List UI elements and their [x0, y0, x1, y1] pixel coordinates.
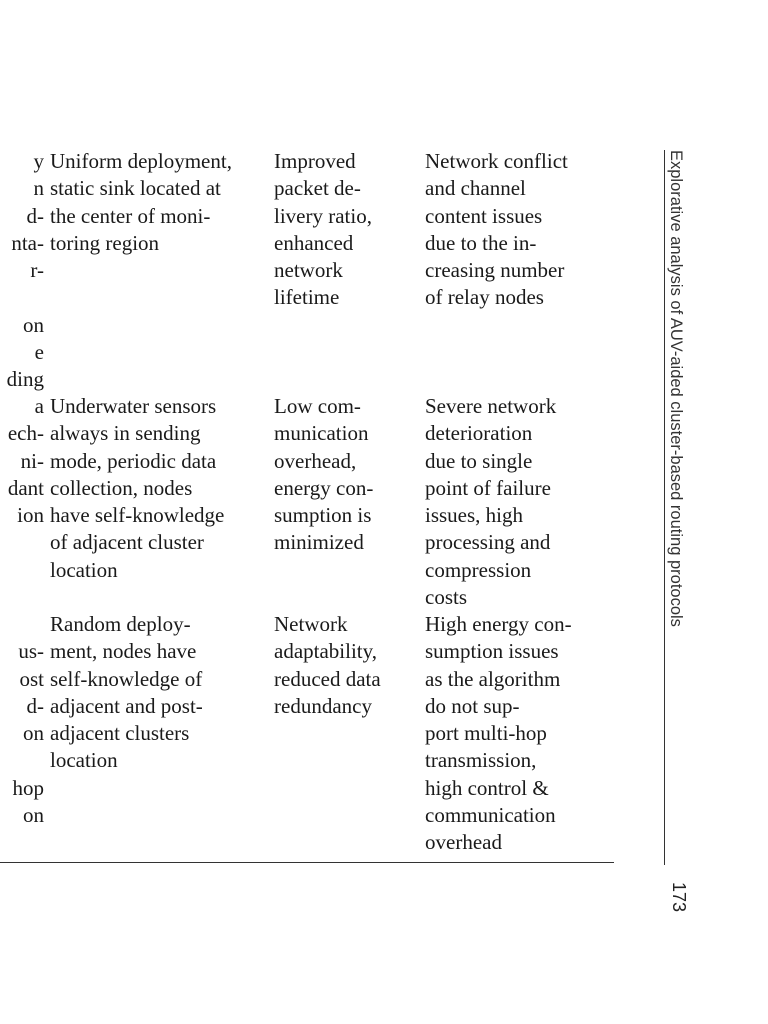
cell-line: collection, nodes [50, 475, 193, 500]
cell-line: and channel [425, 176, 526, 201]
cell-line: Uniform deployment, [50, 149, 232, 173]
cell-line: have self-knowledge [50, 503, 225, 528]
cell-line: adaptability, [274, 639, 378, 664]
cell-line: sumption is [274, 503, 372, 528]
cell-line: adjacent and post- [50, 693, 203, 718]
cell-line: sumption issues [425, 639, 559, 664]
cell-line: Random deploy- [50, 612, 191, 636]
fragment-line [0, 284, 44, 311]
fragment-line: nta- [11, 230, 44, 255]
left-column-fragment [0, 611, 44, 829]
cell-line: energy con- [274, 475, 374, 500]
fragment-line: ding [6, 367, 44, 392]
fragment-line [0, 611, 44, 638]
fragment-line: on [23, 803, 44, 828]
cell-line: packet de- [274, 176, 361, 201]
fragment-line: r- [30, 258, 44, 283]
cell-line: creasing number [425, 258, 565, 283]
cell-line: compression [425, 557, 532, 582]
cell-line: due to the in- [425, 230, 537, 255]
cell-line: Network [274, 612, 348, 636]
cell-line: point of failure [425, 475, 551, 500]
cell-line: Low com- [274, 394, 361, 418]
cell-line: location [50, 748, 118, 773]
deployment-cell [50, 393, 224, 584]
cell-line: deterioration [425, 421, 533, 446]
cell-line: the center of moni- [50, 203, 211, 228]
fragment-line: ost [19, 666, 44, 691]
cell-line: overhead, [274, 448, 357, 473]
cell-line: processing and [425, 530, 551, 555]
cell-line: always in sending [50, 421, 201, 446]
table-bottom-rule [0, 862, 614, 863]
left-column-fragment [0, 148, 44, 394]
cell-line: ment, nodes have [50, 639, 197, 664]
cell-line: of adjacent cluster [50, 530, 204, 555]
limitations-cell [425, 393, 556, 611]
cell-line: munication [274, 421, 369, 446]
cell-line: overhead [425, 830, 502, 855]
cell-line: redundancy [274, 693, 372, 718]
limitations-cell [425, 611, 572, 857]
cell-line: reduced data [274, 666, 381, 691]
fragment-line: ech- [7, 421, 44, 446]
cell-line: Network conflict [425, 149, 568, 173]
cell-line: self-knowledge of [50, 666, 203, 691]
fragment-line: dant [7, 475, 44, 500]
cell-line: enhanced [274, 230, 354, 255]
cell-line: of relay nodes [425, 285, 544, 310]
cell-line: lifetime [274, 285, 340, 310]
cell-line: do not sup- [425, 693, 520, 718]
fragment-line: e [34, 340, 44, 365]
advantages-cell [274, 393, 373, 557]
cell-line: communication [425, 803, 556, 828]
cell-line: as the algorithm [425, 666, 561, 691]
cell-line: content issues [425, 203, 543, 228]
cell-line: location [50, 557, 118, 582]
fragment-line: d- [26, 693, 44, 718]
fragment-line: hop [12, 775, 44, 800]
fragment-line: a [34, 394, 44, 418]
fragment-line: ion [17, 503, 44, 528]
running-head-rule [664, 150, 665, 865]
cell-line: transmission, [425, 748, 537, 773]
fragment-line: on [23, 312, 44, 337]
running-head: Explorative analysis of AUV-aided cluster-based routing protocols [667, 150, 685, 627]
cell-line: adjacent clusters [50, 721, 190, 746]
fragment-line: ni- [20, 448, 44, 473]
cell-line: static sink located at [50, 176, 221, 201]
deployment-cell [50, 148, 232, 257]
cell-line: High energy con- [425, 612, 572, 636]
cell-line: Improved [274, 149, 356, 173]
cell-line: issues, high [425, 503, 524, 528]
deployment-cell [50, 611, 203, 775]
cell-line: port multi-hop [425, 721, 547, 746]
fragment-line [0, 747, 44, 774]
limitations-cell [425, 148, 568, 312]
cell-line: high control & [425, 775, 549, 800]
advantages-cell [274, 148, 372, 312]
page-number: 173 [669, 882, 689, 913]
fragment-line: n [33, 176, 44, 201]
cell-line: mode, periodic data [50, 448, 217, 473]
cell-line: costs [425, 585, 467, 610]
fragment-line: us- [18, 639, 44, 664]
cell-line: network [274, 258, 343, 283]
cell-line: minimized [274, 530, 364, 555]
advantages-cell [274, 611, 381, 720]
left-column-fragment [0, 393, 44, 529]
fragment-line: d- [26, 203, 44, 228]
fragment-line: on [23, 721, 44, 746]
cell-line: livery ratio, [274, 203, 372, 228]
cell-line: toring region [50, 230, 160, 255]
cell-line: Severe network [425, 394, 557, 418]
cell-line: due to single [425, 448, 533, 473]
fragment-line: y [33, 149, 44, 173]
cell-line: Underwater sensors [50, 394, 217, 418]
